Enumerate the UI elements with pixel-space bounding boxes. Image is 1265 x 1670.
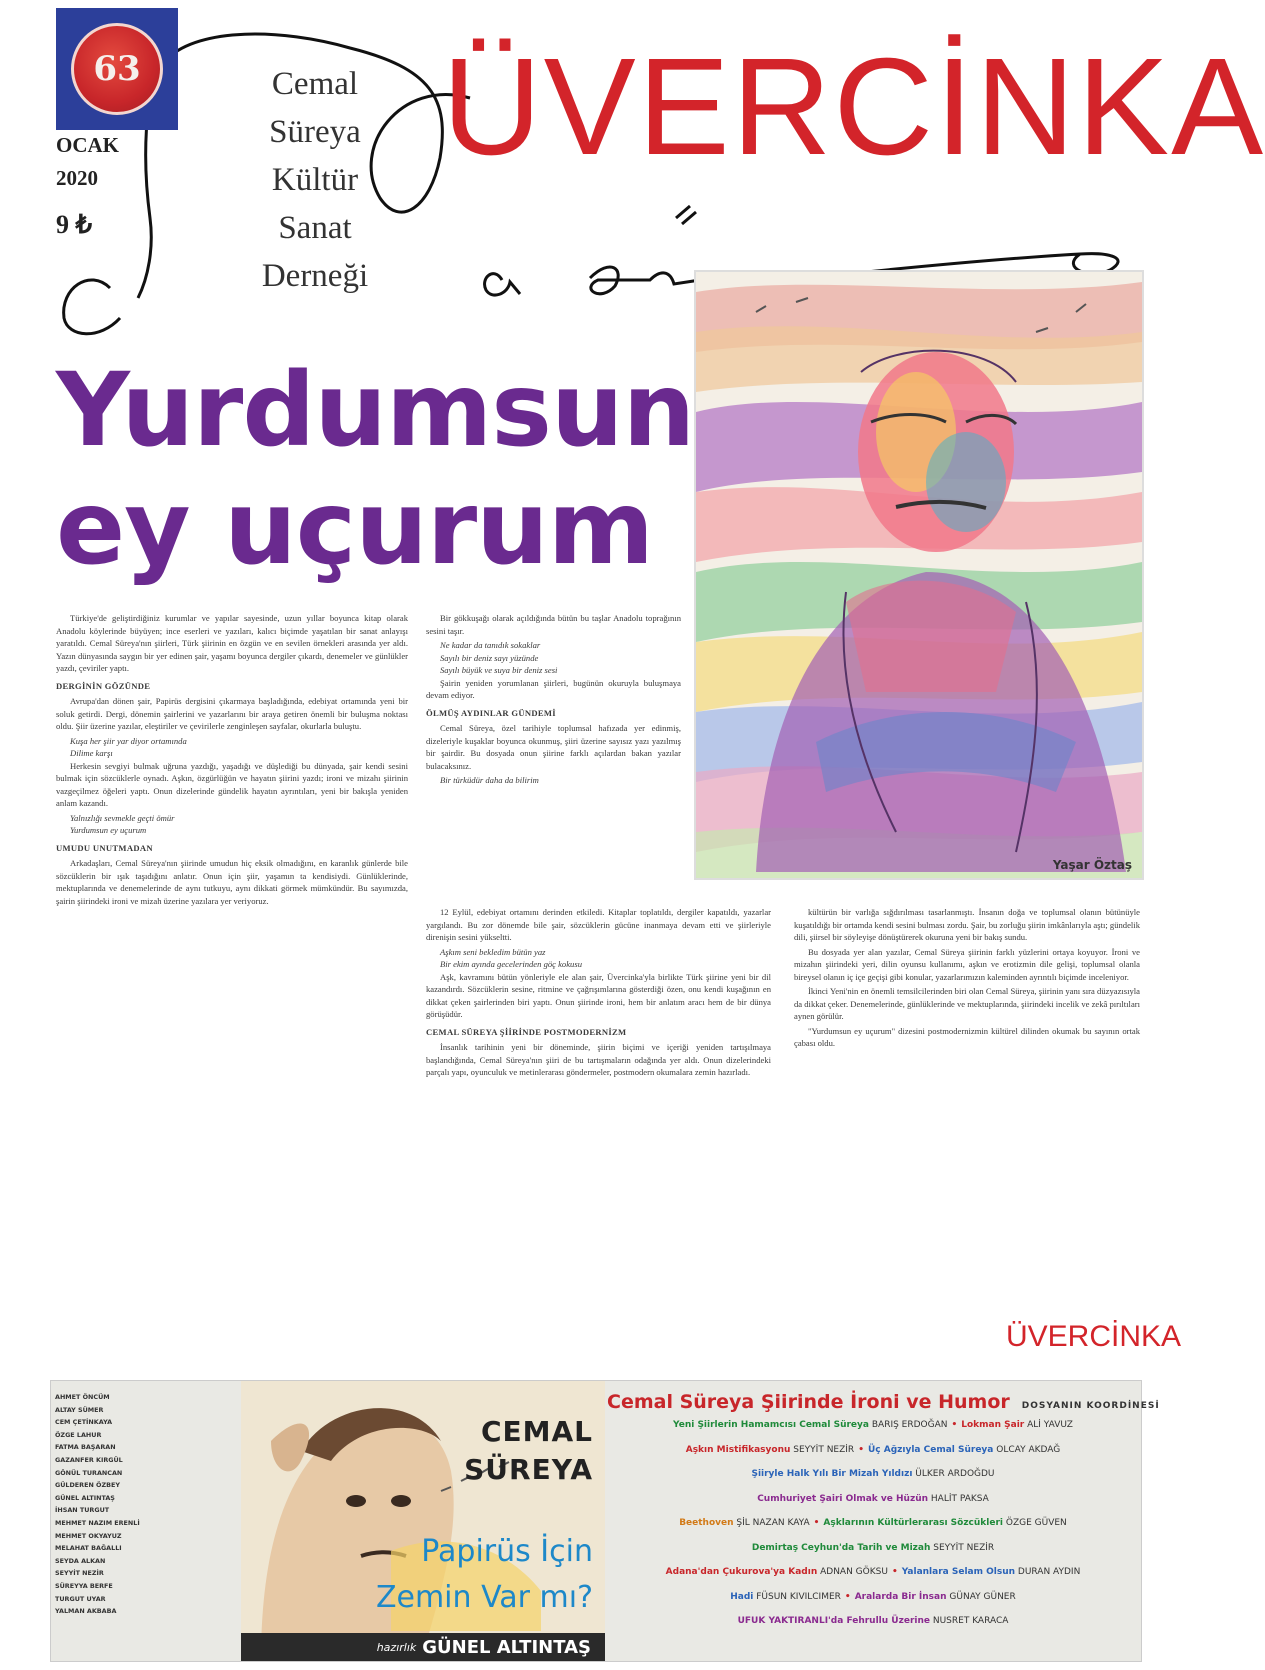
issue-month: OCAK [56,133,119,157]
contributor-name: YALMAN AKBABA [55,1607,117,1616]
poem-line: Ne kadar da tanıdık sokaklar [440,640,541,650]
article-column-3 [794,906,1140,1354]
contributor-name: SEYDA ALKAN [55,1556,106,1565]
dossier-title [607,1391,1160,1413]
issue-price: 9 ₺ [56,210,93,239]
contributor-name: İHSAN TURGUT [55,1506,110,1515]
book-banner [50,1380,1160,1662]
issue-circle [71,23,163,115]
article-paragraph: İkinci Yeni'nin en önemli temsilcilerinden biri olan Cemal Süreya, şiirinin yanı sıra düzyazısıyla da dikkat çeker. Denemelerinde, günlüklerinde ve mektuplarında, şiirindeki incelik ve zekâ pırıltıları aynen görülür. [794,986,1141,1021]
article-paragraph: Bir gökkuşağı olarak açıldığında bütün bu taşlar Anadolu toprağının sesini taşır. [426,613,681,636]
poem-line: Yurdumsun ey uçurum [70,825,147,835]
dossier-article-author: BARIŞ ERDOĞAN [871,1420,948,1430]
contributor-name: MELAHAT BAĞALLI [55,1544,122,1553]
headline-line: Yurdumsun [56,351,695,470]
book-cover [241,1381,605,1661]
dossier-row [607,1560,1139,1585]
dossier-row [607,1462,1139,1487]
poem-line: Yalnızlığı sevmekle geçti ömür [70,812,175,823]
issue-number: 63 [93,49,141,89]
issue-badge [56,8,178,130]
book-editor-label: hazırlık [376,1640,417,1654]
contributor-name: GÜLDEREN ÖZBEY [55,1481,120,1490]
article-paragraph: Avrupa'dan dönen şair, Papirüs dergisini çıkarmaya başladığında, edebiyat ortamında yeni bir soluk getirdi. Dergi, dönemin şairlerini ve yazarlarını bir araya getiren önemli bir buluşma noktası oldu. Şiir üzerine yazılar, eleştiriler ve çevirilerle zenginleşen sayfalar, okurlarla buluştu. [56,696,408,731]
dossier-article-title: UFUK YAKTIRANLI'da Fehrullu Üzerine [737,1616,930,1626]
dossier-editor-note: DOSYANIN KOORDİNESİ [1021,1401,1160,1411]
org-name-line: Süreya [269,114,361,150]
dossier-row [607,1413,1139,1438]
article-subheading: UMUDU UNUTMADAN [56,842,153,853]
book-title-line: Zemin Var mı? [375,1580,593,1615]
dossier-row [607,1585,1139,1610]
contributor-name: TURGUT UYAR [55,1594,106,1603]
poem-line: Bir ekim ayında gecelerinden göç kokusu [440,959,582,969]
dossier-article-title: Demirtaş Ceyhun'da Tarih ve Mizah [751,1542,931,1553]
poem-line: Aşkım seni bekledim bütün yaz [440,946,546,957]
dossier-article-author: OLCAY AKDAĞ [996,1444,1061,1455]
article-paragraph: İnsanlık tarihinin yeni bir döneminde, şiirin biçimi ve içeriği yeniden tartışılmaya başlandığında, Cemal Süreya'nın şiiri de bu tartışmaların odağında yer aldı. Onun dizelerindeki parçalı yapı, oyunculuk ve metinlerarası göndermeler, postmodern okumalara zemin hazırladı. [426,1042,771,1077]
article-column-1 [56,612,408,1354]
dossier-article-author: ALİ YAVUZ [1027,1420,1073,1430]
book-title-line: Papirüs İçin [421,1534,593,1569]
contributor-name: ALTAY SÜMER [55,1405,104,1414]
dossier-article-title: Adana'dan Çukurova'ya Kadın [665,1567,818,1577]
org-name-line: Kültür [271,162,359,198]
article-paragraph: Aşk, kavramını bütün yönleriyle ele alan şair, Üvercinka'yla birlikte Türk şiirine yeni bir dil kazandırdı. Sözcüklerin sesine, ritmine ve çağrışımlarına gösterdiği özen, onu kendi kuşağının en dikkat çeken şairlerinden biri yaptı. Onun şiirinde ironi, hem bir anlatım aracı hem de bir dünya görüşüdür. [426,971,771,1019]
headline-line: ey uçurum [56,469,654,588]
watercolor-portrait [696,272,1142,878]
book-editor-bar [241,1633,605,1661]
organization-name [240,60,390,300]
contributor-name: CEM ÇETİNKAYA [55,1418,113,1427]
article-column-2-lower [426,906,771,1354]
brand-wordmark: ÜVERCİNKA [442,30,1265,184]
article-paragraph: 12 Eylül, edebiyat ortamını derinden etkiledi. Kitaplar toplatıldı, dergiler kapatıldı, yazarlar yargılandı. Bu zor dönemde bile şair, sözcüklerin gücüne inanmaya devam etti ve şiirleriyle direnişin sesini yükseltti. [426,907,771,942]
dossier-article-author: ŞİL NAZAN KAYA [736,1518,810,1528]
poem-line: Sayılı büyük ve suya bir deniz sesi [440,665,558,675]
org-name-line: Derneği [261,258,369,294]
dossier-article-title: Aşklarının Kültürlerarası Sözcükleri [823,1518,1003,1528]
book-author-line: CEMAL [480,1415,593,1448]
article-subheading: ÖLMÜŞ AYDINLAR GÜNDEMİ [426,707,556,718]
dossier-row [607,1609,1139,1634]
dossier-article-author: ADNAN GÖKSU [820,1567,888,1577]
dossier-article-title: Yeni Şiirlerin Hamamcısı Cemal Süreya [673,1420,869,1430]
dossier-article-title: Şiiryle Halk Yılı Bir Mizah Yıldızı [751,1469,913,1479]
dossier-article-author: DURAN AYDIN [1017,1567,1081,1577]
portrait-credit: Yaşar Öztaş [1052,858,1132,872]
dossier-article-author: ÖZGE GÜVEN [1005,1518,1067,1528]
contributor-name: FATMA BAŞARAN [55,1443,116,1452]
contributor-name: ÖZGE LAHUR [55,1430,102,1439]
book-editor: GÜNEL ALTINTAŞ [422,1636,591,1658]
dossier-article-author: FÜSUN KIVILCIMER [756,1591,841,1602]
dossier-article-author: HALİT PAKSA [930,1493,989,1504]
poem-line: Sayılı bir deniz sayı yüzünde [440,652,539,663]
dossier-article-title: Üç Ağzıyla Cemal Süreya [867,1444,994,1455]
book-author [464,1413,593,1489]
article-paragraph: "Yurdumsun ey uçurum" dizesini postmodernizmin kültürel dilinden okumak bu sayının ortak çabası oldu. [794,1025,1140,1048]
dossier-article-author: NUSRET KARACA [932,1616,1009,1626]
article-paragraph: Cemal Süreya, özel tarihiyle toplumsal hafızada yer edinmiş, dizeleriyle kuşaklar boyunca okunmuş, şiiri üzerine sayısız yazı yazılmış bir şairdir. Bu dosyada onun şiirine farklı açılardan bakan yazılar bulacaksınız. [426,723,681,771]
contributor-name: SEYYİT NEZİR [55,1569,104,1578]
article-subheading: CEMAL SÜREYA ŞİİRİNDE POSTMODERNİZM [426,1026,627,1037]
separator-bullet: • [858,1444,864,1455]
contributor-name: GÖNÜL TURANCAN [55,1468,123,1477]
book-author-line: SÜREYA [464,1453,593,1486]
org-name-line: Cemal [271,66,359,102]
dossier-row [607,1438,1139,1463]
article-subheading: DERGİNİN GÖZÜNDE [56,680,151,691]
contributor-name: MEHMET NAZIM ERENLİ [55,1518,140,1527]
separator-bullet: • [891,1567,898,1577]
dossier-title-text: Cemal Süreya Şiirinde İroni ve Humor [607,1391,1010,1413]
portrait-illustration [694,270,1144,880]
article-paragraph: Herkesin sevgiyi bulmak uğruna yazdığı, yaşadığı ve düşlediği bu dünyada, şair kendi sesini bulmak için sözcüklerle oynadı. Aşkın, özgürlüğün ve hayatın şiirini yazdı; ironi ve mizahı şiirinin vazgeçilmez öğeleri yaptı. Onun dizelerinde gündelik hayatın ayrıntıları, yeni bir bakışla yeniden anlam kazandı. [56,760,408,808]
dossier-article-author: GÜNAY GÜNER [949,1591,1016,1602]
issue-year: 2020 [56,166,98,190]
dossier-article-title: Aralarda Bir İnsan [854,1591,947,1602]
article-paragraph: Şairin yeniden yorumlanan şiirleri, bugünün okuruyla buluşmaya devam ediyor. [426,677,681,700]
dossier-article-title: Aşkın Mistifikasyonu [685,1444,791,1455]
contributor-name: GÜNEL ALTINTAŞ [55,1493,115,1502]
dossier-article-author: SEYYİT NEZİR [793,1444,855,1455]
contributors-list [55,1391,241,1653]
dossier-article-title: Hadi [730,1591,754,1602]
poem-line: Bir türküdür daha da bilirim [440,775,539,785]
article-paragraph: Türkiye'de geliştirdiğiniz kurumlar ve yapılar sayesinde, uzun yıllar boyunca kitap olarak Anadolu köylerinde büyüyen; ince eserleri ve yazıları, kalıcı biçimde yaşatılan bir sanat anlayışı yaratıldı. Cemal Süreya'nın şiirleri, Türk şiirinin en özgün ve en sevilen örnekleri arasında yer aldı. Yazın dünyasında saygın bir yer edinen şair, yaşamı boyunca dergiler çıkardı, denemeler ve günlükler yazdı, çeviriler yaptı. [56,613,408,673]
separator-bullet: • [951,1420,958,1430]
dossier-article-title: Yalanlara Selam Olsun [901,1567,1016,1577]
contributor-name: SÜREYYA BERFE [55,1581,113,1590]
dossier-row [607,1487,1139,1512]
contributor-name: MEHMET OKYAYUZ [55,1531,122,1540]
dossier-row [607,1511,1139,1536]
separator-bullet: • [813,1518,820,1528]
article-paragraph: kültürün bir varlığa sığdırılması tasarlanmıştı. İnsanın doğa ve toplumsal olanın bütünüyle kuşatıldığı bir ortamda kendi sesini bulması zordu. Şair, bu zorluğu şiirin imkânlarıyla aştı; gündelik dili, şiirsel bir söyleyişe dönüştürerek okuruna yeni bir bakış sundu. [794,907,1140,942]
dossier-contents [607,1391,1160,1653]
dossier-rows [607,1413,1139,1634]
dossier-article-author: SEYYİT NEZİR [933,1542,995,1553]
dossier-article-title: Cumhuriyet Şairi Olmak ve Hüzün [757,1493,929,1504]
end-brand-logo: ÜVERCİNKA [1006,1320,1182,1353]
poem-line: Dilime karşı [70,748,113,758]
org-name-line: Sanat [278,210,352,246]
separator-bullet: • [844,1591,851,1602]
dossier-row [607,1536,1139,1561]
article-paragraph: Arkadaşları, Cemal Süreya'nın şiirinde umudun hiç eksik olmadığını, en karanlık günlerde bile sözcüklerin bir ışık taşıdığını anlatır. Onun için şiir, yaşamın ta kendisiydi. Günlüklerinde, mektuplarında ve denemelerinde de aynı tutkuyu, aynı dikkati görmek mümkündür. Bu sayımızda, şairin şiirindeki ironi ve mizah üzerine yazılara yer veriyoruz. [56,858,408,906]
dossier-article-title: Lokman Şair [961,1420,1025,1430]
contributor-name: AHMET ÖNCÜM [55,1393,110,1401]
poem-line: Kuşa her şiir yar diyor ortamında [70,735,187,746]
article-column-2 [426,612,681,902]
article-paragraph: Bu dosyada yer alan yazılar, Cemal Süreya şiirinin farklı yüzlerini ortaya koyuyor. İroni ve mizahın şiirindeki yeri, dilin oyunsu kullanımı, aşkın ve erotizmin dile gelişi, toplumsal olanla bireysel olanın iç içe geçişi gibi konular, yazarlarımızın kaleminden ayrıntılı biçimde inceleniyor. [794,946,1140,982]
headline [56,352,696,588]
dossier-article-author: ÜLKER ARDOĞDU [915,1469,995,1479]
book-title [376,1529,593,1621]
contributor-name: GAZANFER KIRGÜL [55,1455,123,1464]
dossier-article-title: Beethoven [679,1518,734,1528]
